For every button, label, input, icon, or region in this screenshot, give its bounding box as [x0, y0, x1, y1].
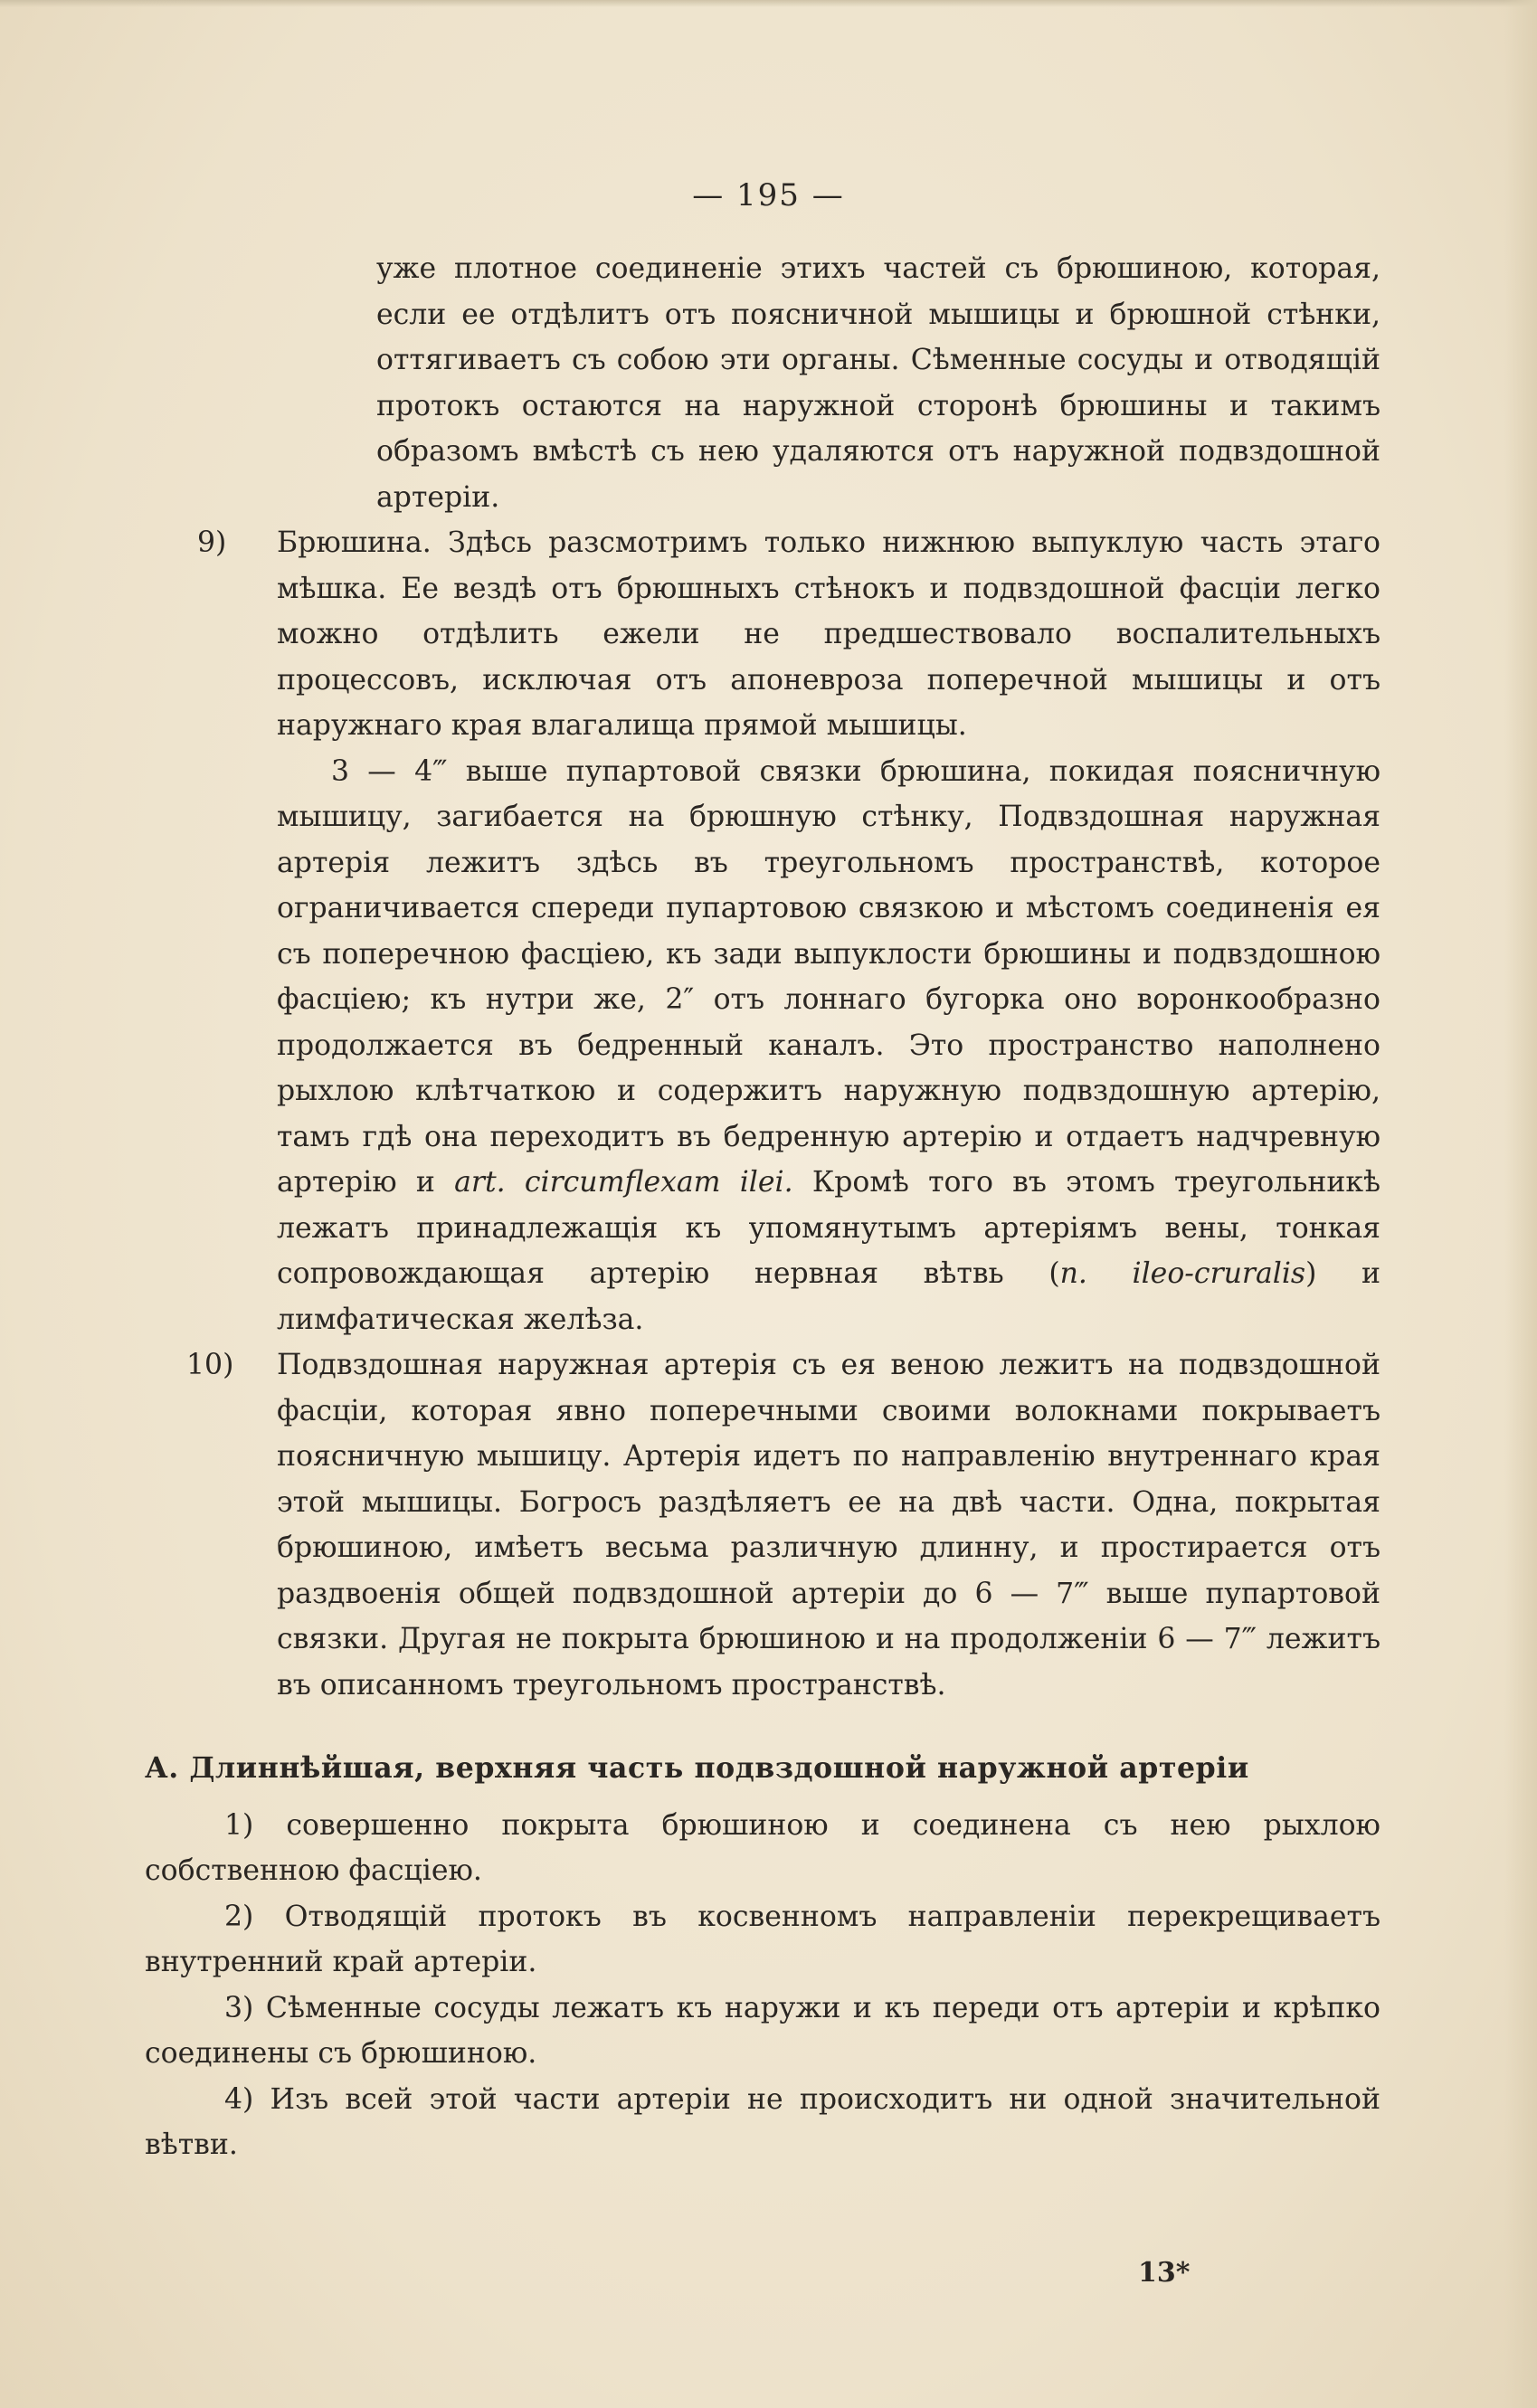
- subitem-3: 3) Сѣменные сосуды лежатъ къ наружи и къ переди отъ артеріи и крѣпко соединены съ брюшиною.: [145, 1991, 1380, 2070]
- numbered-item-10: [186, 1342, 1380, 1708]
- item-9-paragraph-2: [277, 749, 1380, 1343]
- page-edge-shading: [1504, 0, 1537, 2408]
- latin-term: n. ileo-cruralis: [1059, 1257, 1306, 1290]
- signature-mark: 13*: [1138, 2257, 1191, 2289]
- numbered-item-9: [197, 520, 1381, 1342]
- text-run: 3 — 4‴ выше пупартовой связки брюшина, покидая поясничную мышицу, загибается на брюшную стѣнку, Подвздошная наружная артерія лежитъ здѣсь въ треугольномъ пространствѣ, которое ограничивается спереди пупартовою связкою и мѣстомъ соединенія ея съ поперечною фасціею, къ зади выпуклости брюшины и подвздошною фасціею; къ нутри же, 2″ отъ лоннаго бугорка оно воронкообразно продолжается въ бедренный каналъ. Это пространство наполнено рыхлою клѣтчаткою и содержитъ наружную подвздошную артерію, тамъ гдѣ она переходитъ въ бедренную артерію и отдаетъ надчревную артерію и: [277, 754, 1380, 1199]
- item-9-text: Брюшина. Здѣсь разсмотримъ только нижнюю выпуклую часть этаго мѣшка. Ее вездѣ отъ брюшныхъ стѣнокъ и подвздошной фасціи легко можно отдѣлить ежели не предшествовало воспалительныхъ процессовъ, исключая отъ апоневроза поперечной мышицы и отъ наружнаго края влагалища прямой мышицы.: [277, 526, 1380, 742]
- subitem-1: 1) совершенно покрыта брюшиною и соединена съ нею рыхлою собственною фасціею.: [145, 1808, 1380, 1887]
- item-number: 9): [197, 526, 227, 559]
- section-heading: А. Длиннѣйшая, верхняя часть подвздошной наружной артеріи: [145, 1751, 1249, 1785]
- subitem-2: 2) Отводящій протокъ въ косвенномъ направленіи перекрещиваетъ внутренний край артеріи.: [145, 1900, 1380, 1978]
- text-run: ) и лимфатическая желѣза.: [277, 1257, 1380, 1336]
- latin-term: art. circumflexam ilei.: [454, 1166, 793, 1199]
- subitem-4: 4) Изъ всей этой части артеріи не происходитъ ни одной значительной вѣтви.: [145, 2082, 1380, 2161]
- page-top-shadow: [0, 0, 1537, 7]
- continued-paragraph: уже плотное соединеніе этихъ частей съ брюшиною, которая, если ее отдѣлитъ отъ поясничной мышицы и брюшной стѣнки, оттягиваетъ съ собою эти органы. Сѣменные сосуды и отводящій протокъ остаются на наружной сторонѣ брюшины и такимъ образомъ вмѣстѣ съ нею удаляются отъ наружной подвздошной артеріи.: [376, 252, 1380, 514]
- item-number: 10): [186, 1349, 234, 1381]
- text-block: [145, 246, 1380, 2168]
- page-number: — 195 —: [692, 177, 845, 213]
- item-10-text: Подвздошная наружная артерія съ ея веною лежитъ на подвздошной фасціи, которая явно поперечными своими волокнами покрываетъ поясничную мышицу. Артерія идетъ по направленію внутреннаго края этой мышицы. Богросъ раздѣляетъ ее на двѣ части. Одна, покрытая брюшиною, имѣетъ весьма различную длинну, и простирается отъ раздвоенія общей подвздошной артеріи до 6 — 7‴ выше пупартовой связки. Другая не покрыта брюшиною и на продолженіи 6 — 7‴ лежитъ въ описанномъ треугольномъ пространствѣ.: [277, 1349, 1380, 1702]
- text-run: Кромѣ того въ этомъ треугольникѣ лежатъ принадлежащія къ упомянутымъ артеріямъ вены, тонкая сопровождающая артерію нервная вѣтвь (: [277, 1166, 1381, 1290]
